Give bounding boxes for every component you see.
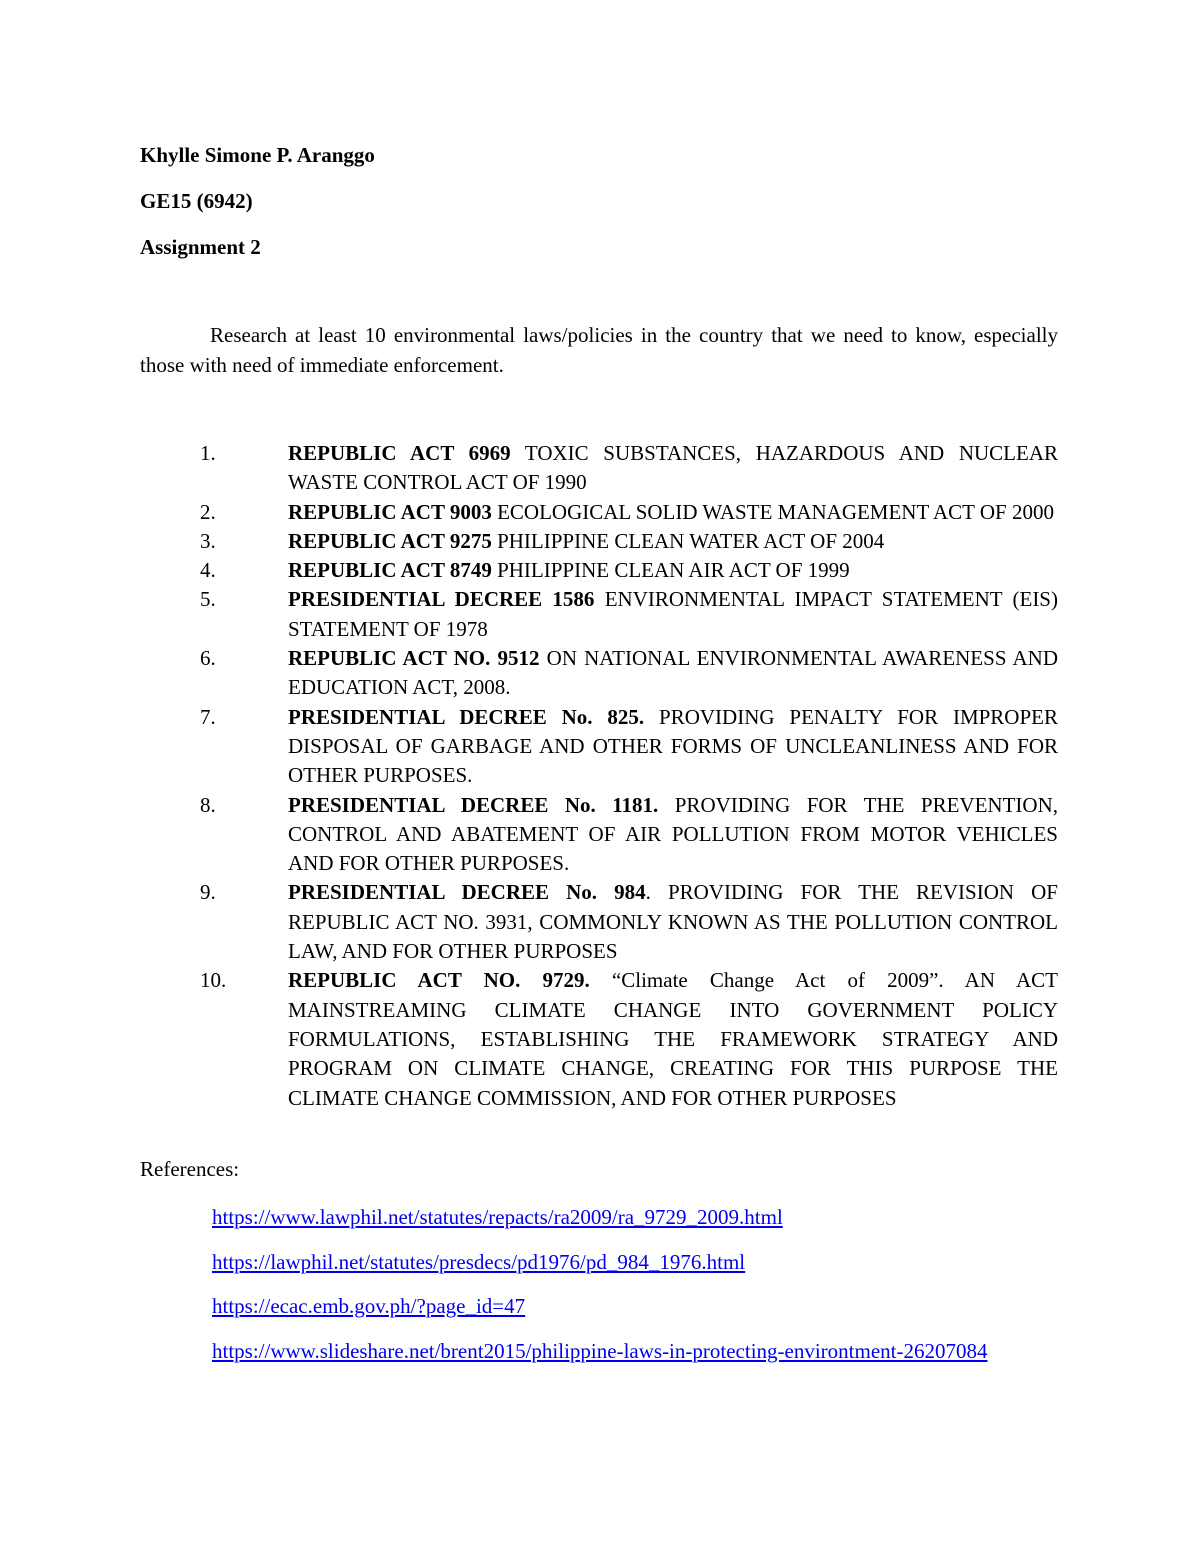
law-description: ON NATIONAL ENVIRONMENTAL AWARENESS AND EDUCATION ACT, 2008. <box>288 646 1058 700</box>
author-name: Khylle Simone P. Aranggo <box>140 143 375 167</box>
reference-link-ecac[interactable]: https://ecac.emb.gov.ph/?page_id=47 <box>212 1294 526 1318</box>
law-description: PHILIPPINE CLEAN WATER ACT OF 2004 <box>491 528 885 553</box>
law-description: TOXIC SUBSTANCES, HAZARDOUS AND NUCLEAR WASTE CONTROL ACT OF 1990 <box>288 441 1058 495</box>
law-item <box>0 966 1058 1112</box>
law-item <box>0 644 1058 703</box>
law-item <box>0 585 1058 644</box>
law-title: REPUBLIC ACT 9003 <box>288 499 492 524</box>
law-description: PROVIDING FOR THE PREVENTION, CONTROL AND ABATEMENT OF AIR POLLUTION FROM MOTOR VEHICLES AND FOR OTHER PURPOSES. <box>288 792 1059 876</box>
law-number: 7. <box>200 704 216 729</box>
law-number: 2. <box>200 499 216 524</box>
law-item <box>0 878 1058 966</box>
law-title: REPUBLIC ACT NO. 9729. <box>288 968 590 993</box>
assignment-prompt: Research at least 10 environmental laws/policies in the country that we need to know, especially those with need of immediate enforcement. <box>140 323 1058 377</box>
law-item <box>0 439 1058 498</box>
law-title: REPUBLIC ACT 8749 <box>288 558 492 583</box>
reference-link-slideshare[interactable]: https://www.slideshare.net/brent2015/philippine-laws-in-protecting-environtment-26207084 <box>212 1339 988 1363</box>
law-title: PRESIDENTIAL DECREE No. 984 <box>288 880 646 905</box>
assignment-title: Assignment 2 <box>140 235 261 259</box>
law-description: ECOLOGICAL SOLID WASTE MANAGEMENT ACT OF 2000 <box>491 499 1054 524</box>
course-code: GE15 (6942) <box>140 189 253 213</box>
law-item <box>0 791 1058 879</box>
law-number: 10. <box>200 968 227 993</box>
law-title: REPUBLIC ACT 6969 <box>288 441 511 465</box>
law-description: PHILIPPINE CLEAN AIR ACT OF 1999 <box>491 558 850 583</box>
law-item <box>0 527 1058 556</box>
law-description: “Climate Change Act of 2009”. AN ACT MAINSTREAMING CLIMATE CHANGE INTO GOVERNMENT POLICY FORMULATIONS, ESTABLISHING THE FRAMEWORK STRATEGY AND PROGRAM ON CLIMATE CHANGE, CREATING FOR THIS PURPOSE THE CLIMATE CHANGE COMMISSION, AND FOR OTHER PURPOSES <box>288 968 1058 1110</box>
law-number: 5. <box>200 587 216 612</box>
law-description: PROVIDING PENALTY FOR IMPROPER DISPOSAL OF GARBAGE AND OTHER FORMS OF UNCLEANLINESS AND FOR OTHER PURPOSES. <box>288 704 1058 788</box>
law-number: 6. <box>200 646 216 671</box>
law-title: PRESIDENTIAL DECREE 1586 <box>288 587 595 612</box>
reference-link-lawphil-pd984[interactable]: https://lawphil.net/statutes/presdecs/pd1976/pd_984_1976.html <box>212 1250 746 1274</box>
law-title: PRESIDENTIAL DECREE No. 825. <box>288 704 645 729</box>
law-title: REPUBLIC ACT 9275 <box>288 528 492 553</box>
law-description: ENVIRONMENTAL IMPACT STATEMENT (EIS) STATEMENT OF 1978 <box>288 587 1058 641</box>
law-item <box>0 556 1058 585</box>
law-item <box>0 703 1058 791</box>
reference-link-lawphil-ra9729[interactable]: https://www.lawphil.net/statutes/repacts/ra2009/ra_9729_2009.html <box>212 1205 783 1229</box>
law-number: 3. <box>200 528 216 553</box>
law-item <box>0 498 1058 527</box>
references-label: References: <box>140 1157 240 1181</box>
law-number: 1. <box>200 441 216 465</box>
law-list <box>0 439 1200 1113</box>
law-number: 4. <box>200 558 216 583</box>
law-description: . PROVIDING FOR THE REVISION OF REPUBLIC ACT NO. 3931, COMMONLY KNOWN AS THE POLLUTION CONTROL LAW, AND FOR OTHER PURPOSES <box>288 880 1058 964</box>
law-number: 8. <box>200 792 216 817</box>
law-number: 9. <box>200 880 216 905</box>
law-title: PRESIDENTIAL DECREE No. 1181. <box>288 792 659 817</box>
law-title: REPUBLIC ACT NO. 9512 <box>288 646 540 671</box>
